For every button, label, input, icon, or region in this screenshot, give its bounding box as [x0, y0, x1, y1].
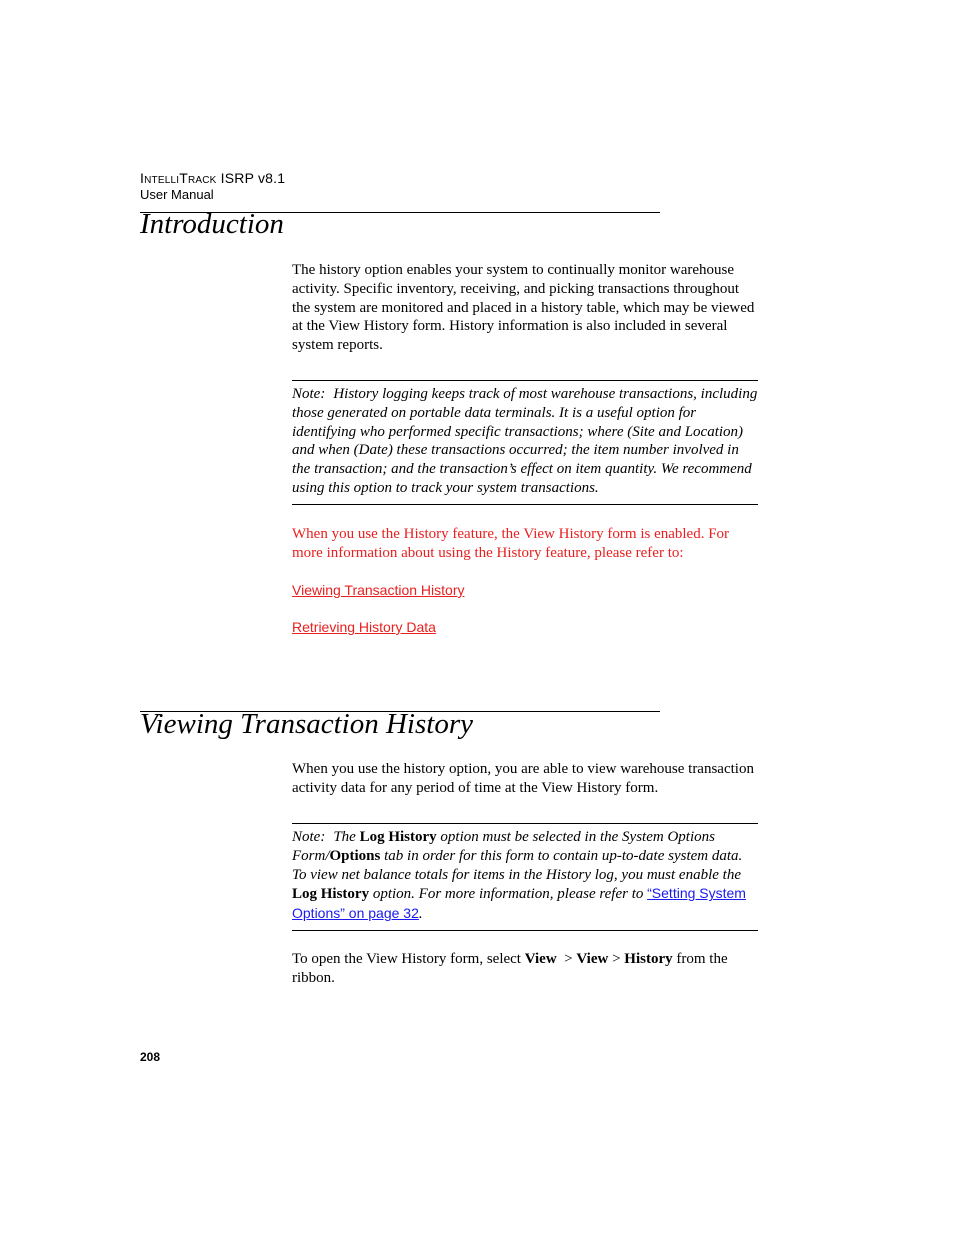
intro-paragraph: The history option enables your system to continually monitor warehouse activity. Specific inventory, receiving, and picking transactions throughout the system are monitored and placed in a history table, which may be viewed at the View History form. History information is also included in several system reports. — [292, 262, 755, 354]
link-viewing-transaction-history[interactable]: Viewing Transaction History — [292, 582, 465, 598]
note-text: History logging keeps track of most warehouse transactions, including those generated on portable data terminals. It is a useful option for identifying who performed specific transactions; where (Site and Location) and when (Date) these transactions occurred; the item number involved in the transaction; and the transaction’s effect on item quantity. We recommend using this option to track your system transactions. — [292, 386, 758, 496]
log-history-term: Log History — [292, 886, 370, 903]
link-setting-system-options[interactable]: “Setting System Options” on page 32 — [292, 885, 746, 922]
section-title-introduction: Introduction — [140, 208, 284, 240]
menu-history: History — [624, 951, 673, 967]
running-header-subtitle: User Manual — [140, 187, 214, 202]
menu-view: View — [524, 951, 557, 967]
link-retrieving-history-data[interactable]: Retrieving History Data — [292, 619, 436, 635]
section-title-viewing-transaction-history: Viewing Transaction History — [140, 708, 473, 740]
note-history-logging — [292, 380, 758, 505]
menu-view: View — [576, 951, 609, 967]
open-view-history-instruction: To open the View History form, select View > View > History from the ribbon. — [292, 951, 728, 986]
viewing-intro-paragraph: When you use the history option, you are able to view warehouse transaction activity data for any period of time at the View History form. — [292, 761, 754, 796]
note-label: Note: — [292, 386, 326, 402]
history-feature-paragraph: When you use the History feature, the View History form is enabled. For more information about using the History feature, please refer to: — [292, 526, 730, 561]
note-label: Note: — [292, 829, 326, 845]
options-term: Options — [329, 847, 381, 864]
page-number: 208 — [140, 1050, 161, 1064]
note-log-history: Note: The Log History option must be selected in the System Options Form/Options tab in order for this form to contain up-to-date system data. To view net balance totals for items in the History log, you must enable the Log History option. For more information, please refer to “Setting System Options” on page 32. — [292, 823, 758, 931]
log-history-term: Log History — [359, 829, 437, 845]
running-header-product: IntelliTrack ISRP v8.1 — [140, 170, 286, 186]
